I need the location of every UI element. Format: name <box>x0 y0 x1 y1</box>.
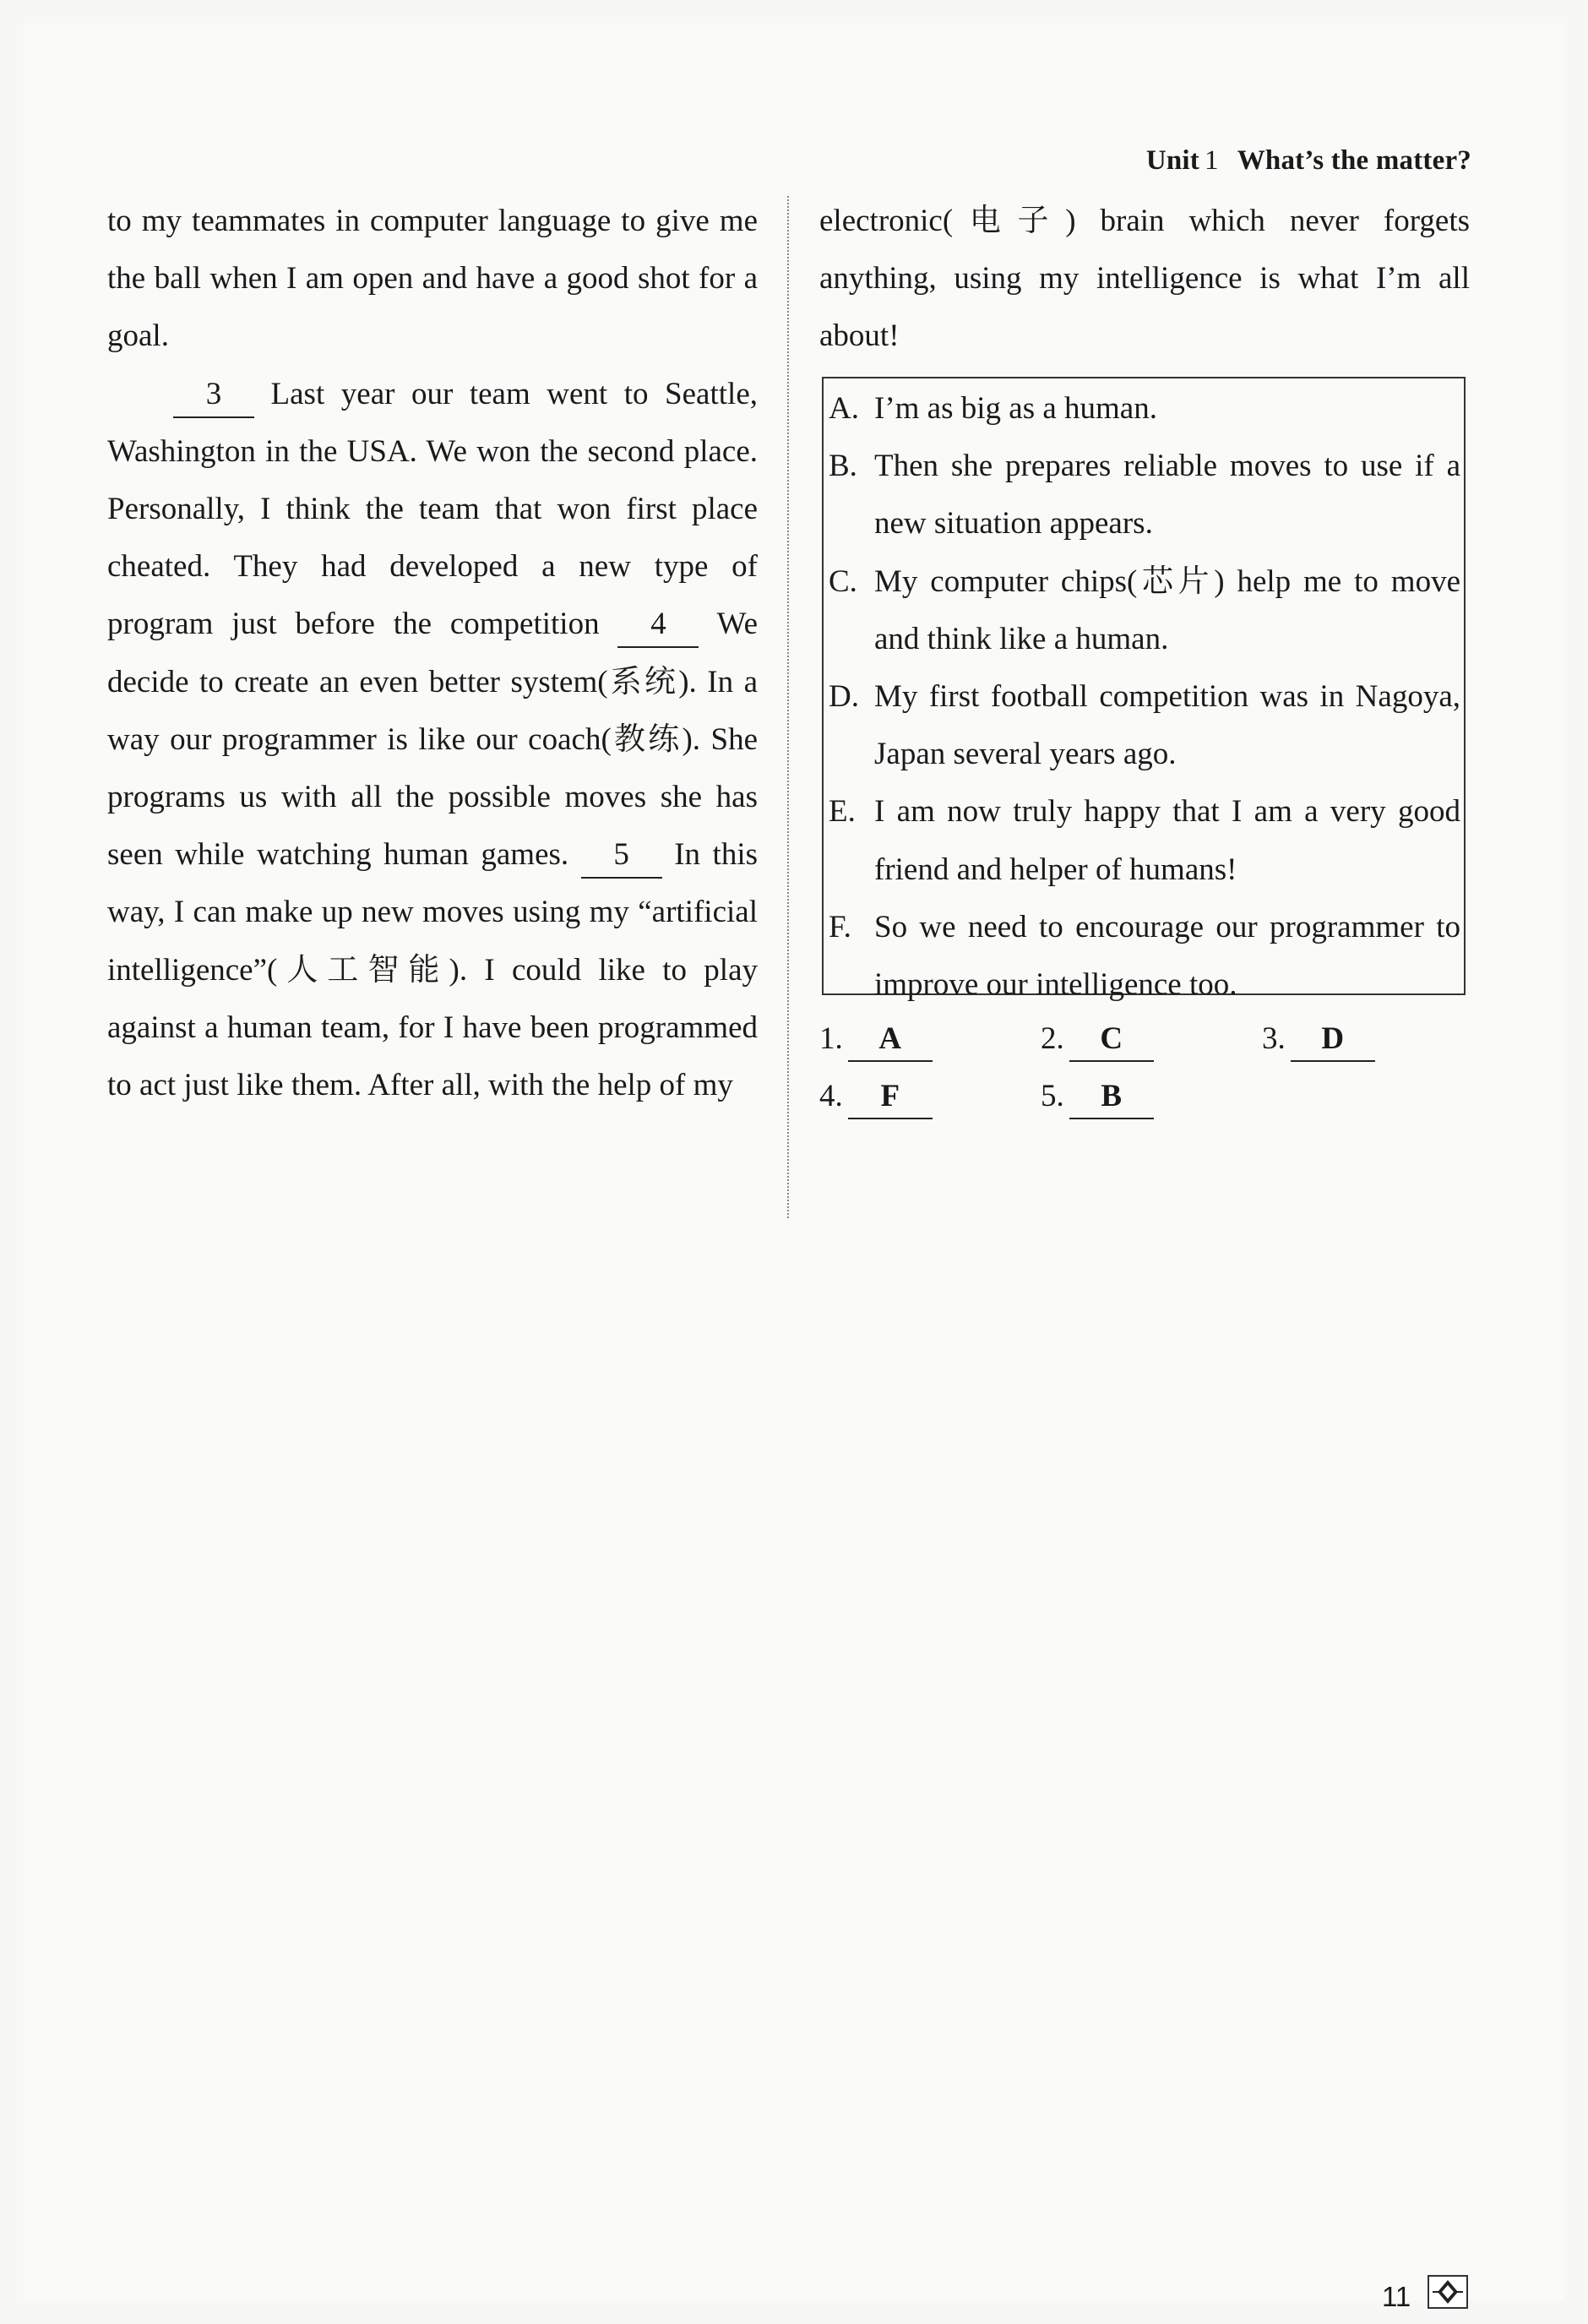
option-a <box>829 380 1464 438</box>
page-number: 11 <box>1382 2281 1411 2312</box>
paragraph-1: to my teammates in computer language to give me the ball when I am open and have a good shot for a goal. <box>107 204 758 354</box>
paragraph-2-text-c: In this way, I can make up new moves using my “artificial intelligence”(人工智能). I could like to play against a human team, for I have been programmed to act just like them. After all, with the help of my <box>107 837 759 1103</box>
answer-4 <box>819 1068 933 1125</box>
unit-label: Unit <box>1145 145 1199 176</box>
option-text: My first football competition was in Nagoya, Japan several years ago. <box>874 679 1460 772</box>
diamond-badge-icon <box>1428 2275 1468 2309</box>
option-text: So we need to encourage our programmer to improve our intelligence too. <box>874 909 1460 1003</box>
answer-number: 3. <box>1262 1021 1286 1056</box>
answer-number: 4. <box>819 1079 843 1113</box>
answer-value[interactable]: D <box>1291 1018 1375 1062</box>
option-label: C. <box>829 563 857 599</box>
unit-number: 1 <box>1204 145 1219 176</box>
option-label: F. <box>829 909 851 944</box>
blank-5[interactable]: 5 <box>581 833 662 879</box>
answer-1 <box>819 1010 933 1068</box>
running-header <box>1146 145 1471 177</box>
answer-number: 5. <box>1041 1079 1064 1113</box>
column-divider <box>787 196 789 1218</box>
answer-value[interactable]: B <box>1069 1075 1154 1119</box>
answer-value[interactable]: F <box>848 1075 933 1119</box>
answer-2 <box>1041 1010 1154 1068</box>
answer-5 <box>1041 1068 1154 1125</box>
left-column <box>107 193 758 1114</box>
option-f <box>829 899 1464 1014</box>
option-text: My computer chips(芯片) help me to move and think like a human. <box>874 563 1460 656</box>
paragraph-2-text-a: Last year our team went to Seattle, Washington in the USA. We won the second place. Personally, I think the team that won first place cheated. They had developed a new type of program just before the competition <box>107 376 758 642</box>
unit-title: What’s the matter? <box>1237 145 1471 176</box>
blank-3[interactable]: 3 <box>173 373 254 418</box>
option-text: I’m as big as a human. <box>874 391 1157 426</box>
blank-4[interactable]: 4 <box>617 602 699 648</box>
answer-value[interactable]: C <box>1069 1018 1154 1062</box>
option-d <box>829 668 1464 783</box>
option-label: E. <box>829 794 856 830</box>
option-label: B. <box>829 449 857 484</box>
answer-number: 1. <box>819 1021 843 1056</box>
right-column <box>819 193 1470 366</box>
option-c <box>829 553 1464 668</box>
option-e <box>829 783 1464 898</box>
option-b <box>829 438 1464 552</box>
paragraph-continuation: electronic(电子) brain which never forgets anything, using my intelligence is what I’m all about! <box>819 204 1470 354</box>
answer-value[interactable]: A <box>848 1018 933 1062</box>
paragraph-2 <box>107 366 758 1115</box>
answer-number: 2. <box>1041 1021 1064 1056</box>
option-text: Then she prepares reliable moves to use if a new situation appears. <box>874 449 1460 542</box>
answer-3 <box>1262 1010 1375 1068</box>
option-label: A. <box>829 391 859 426</box>
options-box <box>822 377 1466 1003</box>
paragraph-2-text-b: We decide to create an even better system(系统). In a way our programmer is like our coach(教练). She programs us with all the possible moves she has seen while watching human games. <box>107 607 758 873</box>
option-text: I am now truly happy that I am a very good friend and helper of humans! <box>874 794 1460 887</box>
option-label: D. <box>829 679 859 715</box>
